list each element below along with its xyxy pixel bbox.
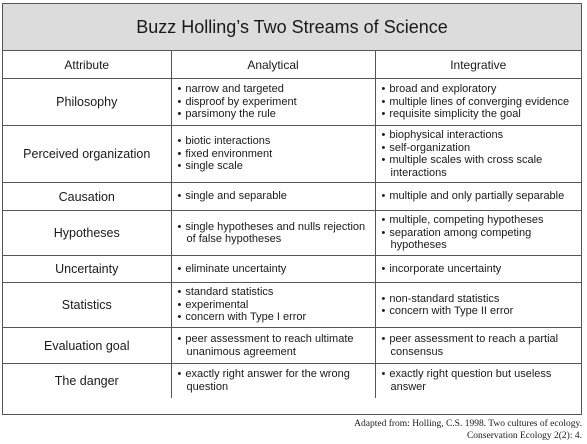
table-row xyxy=(3,79,581,126)
integrative-cell xyxy=(375,211,581,256)
integrative-bullet-list xyxy=(382,333,576,358)
comparison-table-frame xyxy=(2,3,582,415)
header-attribute: Attribute xyxy=(3,51,171,79)
bullet-item: • broad and exploratory xyxy=(382,83,576,96)
integrative-bullet-list xyxy=(382,83,576,121)
bullet-item: • multiple and only partially separable xyxy=(382,190,576,203)
bullet-item: • concern with Type I error xyxy=(178,311,369,324)
integrative-cell xyxy=(375,183,581,211)
integrative-bullet-list xyxy=(382,214,576,252)
bullet-item: • parsimony the rule xyxy=(178,108,369,121)
table-row xyxy=(3,283,581,328)
bullet-item: • standard statistics xyxy=(178,286,369,299)
analytical-bullet-list xyxy=(178,286,369,324)
analytical-bullet-list xyxy=(178,263,369,276)
bullet-item: • non-standard statistics xyxy=(382,293,576,306)
bullet-item: • multiple scales with cross scale interactions xyxy=(382,154,576,179)
table-row xyxy=(3,328,581,364)
bullet-item: • separation among competing hypotheses xyxy=(382,227,576,252)
header-integrative: Integrative xyxy=(375,51,581,79)
bullet-item: • fixed environment xyxy=(178,148,369,161)
bullet-item: • concern with Type II error xyxy=(382,305,576,318)
bullet-item: • single and separable xyxy=(178,190,369,203)
integrative-bullet-list xyxy=(382,368,576,393)
integrative-cell xyxy=(375,79,581,126)
bullet-item: • peer assessment to reach a partial consensus xyxy=(382,333,576,358)
bullet-item: • exactly right question but useless answer xyxy=(382,368,576,393)
analytical-bullet-list xyxy=(178,190,369,203)
table-row xyxy=(3,183,581,211)
attribute-cell: Evaluation goal xyxy=(3,328,171,364)
integrative-cell xyxy=(375,364,581,398)
analytical-cell xyxy=(171,211,375,256)
table-row xyxy=(3,364,581,398)
attribute-cell: Perceived organization xyxy=(3,126,171,183)
attribute-cell: Statistics xyxy=(3,283,171,328)
bullet-item: • self-organization xyxy=(382,142,576,155)
bullet-item: • eliminate uncertainty xyxy=(178,263,369,276)
bullet-item: • biophysical interactions xyxy=(382,129,576,142)
analytical-cell xyxy=(171,126,375,183)
bullet-item: • experimental xyxy=(178,299,369,312)
integrative-bullet-list xyxy=(382,129,576,179)
comparison-table xyxy=(3,51,581,398)
table-row xyxy=(3,256,581,283)
integrative-bullet-list xyxy=(382,190,576,203)
table-body xyxy=(3,79,581,398)
attribute-cell: Hypotheses xyxy=(3,211,171,256)
table-row xyxy=(3,126,581,183)
integrative-cell xyxy=(375,256,581,283)
integrative-cell xyxy=(375,283,581,328)
bullet-item: • incorporate uncertainty xyxy=(382,263,576,276)
bullet-item: • biotic interactions xyxy=(178,135,369,148)
table-title: Buzz Holling’s Two Streams of Science xyxy=(3,4,581,51)
integrative-cell xyxy=(375,328,581,364)
bullet-item: • multiple, competing hypotheses xyxy=(382,214,576,227)
analytical-cell xyxy=(171,364,375,398)
analytical-cell xyxy=(171,283,375,328)
attribute-cell: Causation xyxy=(3,183,171,211)
integrative-bullet-list xyxy=(382,293,576,318)
bullet-item: • multiple lines of converging evidence xyxy=(382,96,576,109)
table-row xyxy=(3,211,581,256)
analytical-bullet-list xyxy=(178,221,369,246)
attribute-cell: Uncertainty xyxy=(3,256,171,283)
citation-line-2: Conservation Ecology 2(2): 4. xyxy=(466,431,582,441)
bullet-item: • single scale xyxy=(178,160,369,173)
bullet-item: • exactly right answer for the wrong question xyxy=(178,368,369,393)
integrative-cell xyxy=(375,126,581,183)
analytical-bullet-list xyxy=(178,135,369,173)
analytical-cell xyxy=(171,79,375,126)
integrative-bullet-list xyxy=(382,263,576,276)
analytical-cell xyxy=(171,183,375,211)
citation xyxy=(354,418,582,442)
analytical-cell xyxy=(171,256,375,283)
bullet-item: • single hypotheses and nulls rejection of false hypotheses xyxy=(178,221,369,246)
bullet-item: • requisite simplicity the goal xyxy=(382,108,576,121)
attribute-cell: The danger xyxy=(3,364,171,398)
analytical-bullet-list xyxy=(178,368,369,393)
bullet-item: • peer assessment to reach ultimate unanimous agreement xyxy=(178,333,369,358)
citation-line-1: Adapted from: Holling, C.S. 1998. Two cultures of ecology. xyxy=(354,419,582,429)
bullet-item: • disproof by experiment xyxy=(178,96,369,109)
analytical-cell xyxy=(171,328,375,364)
bullet-item: • narrow and targeted xyxy=(178,83,369,96)
header-row xyxy=(3,51,581,79)
analytical-bullet-list xyxy=(178,333,369,358)
header-analytical: Analytical xyxy=(171,51,375,79)
attribute-cell: Philosophy xyxy=(3,79,171,126)
analytical-bullet-list xyxy=(178,83,369,121)
